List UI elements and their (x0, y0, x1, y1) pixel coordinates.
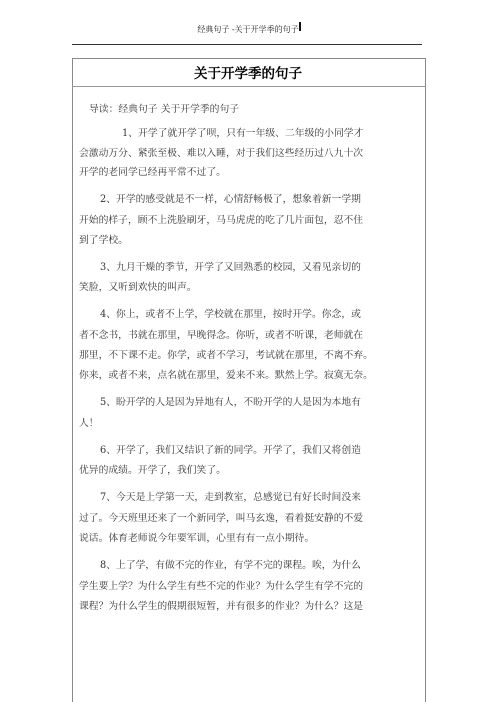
body-line: 者不念书，书就在那里，早晚得念。你听，或者不听课，老师就在 (79, 330, 364, 341)
page-title: 关于开学季的句子 (194, 66, 302, 82)
body-line: 2、开学的感受就是不一样，心情舒畅极了，想象着新一学期 (100, 194, 361, 205)
body-line: 5、盼开学的人是因为异地有人，不盼开学的人是因为本地有 (100, 397, 361, 408)
body-line: 8、上了学，有做不完的作业，有学不完的课程。唉，为什么 (100, 560, 361, 571)
running-header-text: 经典句子 -关于开学季的句子 (197, 25, 299, 34)
body-line: 那里，不下课不走。你学，或者不学习，考试就在那里，不离不弃。 (79, 350, 373, 361)
body-line: 人！ (79, 418, 99, 429)
body-line: 1、开学了就开学了呗，只有一年级、二年级的小同学才 (122, 128, 364, 139)
body-line: 导读：经典句子 关于开学季的句子 (89, 104, 240, 115)
body-line: 6、开学了，我们又结识了新的同学。开学了，我们又将创造 (100, 445, 361, 456)
body-line: 优异的成绩。开学了，我们笑了。 (79, 465, 226, 476)
body-line: 到了学校。 (79, 235, 128, 246)
body-line: 3、九月干燥的季节，开学了又回熟悉的校园，又看见亲切的 (100, 262, 361, 273)
body-line: 说话。体育老师说今年要军训，心里有有一点小期待。 (79, 533, 315, 544)
body-line: 开始的样子，顾不上洗脸刷牙，马马虎虎的吃了几片面包，忍不住 (79, 215, 364, 226)
body-line: 开学的老同学已经再平常不过了。 (79, 167, 226, 178)
body-line: 过了。今天班里还来了一个新同学，叫马玄逸，看着挺安静的不爱 (79, 513, 364, 524)
body-line: 会激动万分、紧张至极、难以入睡，对于我们这些经历过八九十次 (79, 148, 364, 159)
body-line: 4、你上，或者不上学，学校就在那里，按时开学。你念，或 (100, 309, 361, 320)
body-line: 7、今天是上学第一天，走到教室，总感觉已有好长时间没来 (100, 492, 361, 503)
body-line: 你来，或者不来，点名就在那里，爱来不来。默然上学。寂寞无奈。 (79, 370, 373, 381)
body-line: 课程？为什么学生的假期很短暂，并有很多的作业？为什么？这是 (79, 601, 364, 612)
body-line: 笑脸，又听到欢快的叫声。 (79, 282, 197, 293)
body-line: 学生要上学？为什么学生有些不完的作业？为什么学生有学不完的 (79, 581, 364, 592)
